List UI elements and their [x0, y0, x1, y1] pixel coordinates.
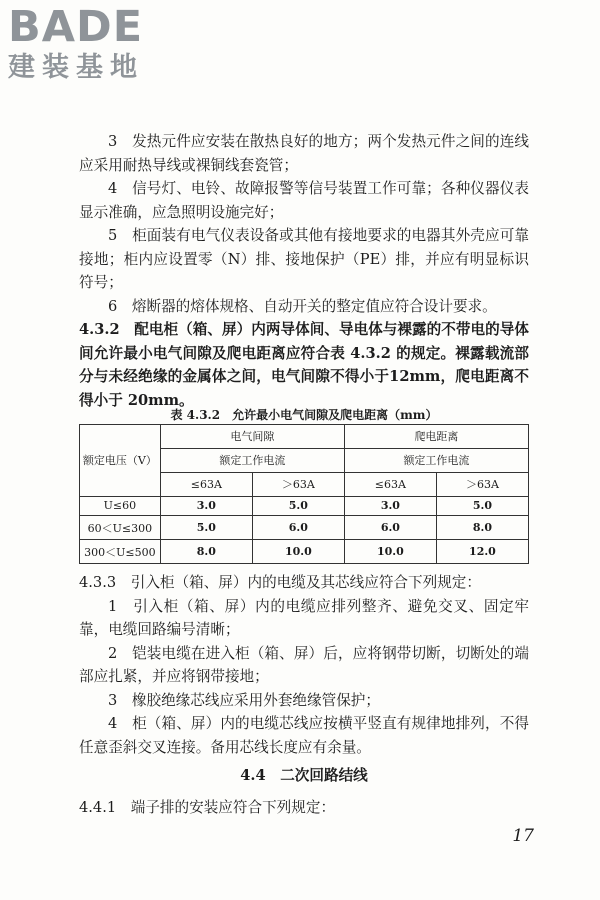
header-gt63: ＞63A [252, 472, 344, 496]
table-row [80, 516, 529, 540]
cell-value: 10.0 [344, 540, 436, 564]
item-paragraph: 1 引入柜（箱、屏）内的电缆应排列整齐、避免交叉、固定牢靠，电缆回路编号清晰； [79, 597, 529, 638]
table-header-row [80, 425, 529, 449]
cell-value: 8.0 [160, 540, 252, 564]
body-text-bottom [79, 571, 529, 759]
header-le63: ≤63A [160, 472, 252, 496]
header-gt63: ＞63A [436, 472, 528, 496]
item-paragraph: 2 铠装电缆在进入柜（箱、屏）后，应将钢带切断，切断处的端部应扎紧，并应将钢带接地； [79, 644, 529, 685]
table-row [80, 496, 529, 516]
header-creepage: 爬电距离 [344, 425, 528, 449]
item-paragraph: 4 柜（箱、屏）内的电缆芯线应按横平竖直有规律地排列，不得任意歪斜交叉连接。备用芯线长度应有余量。 [79, 715, 529, 756]
item-paragraph: 3 发热元件应安装在散热良好的地方；两个发热元件之间的连线应采用耐热导线或裸铜线套瓷管； [79, 133, 529, 174]
clause-4-3-3: 4.3.3 引入柜（箱、屏）内的电缆及其芯线应符合下列规定： [79, 574, 481, 591]
body-text-end [79, 796, 529, 820]
row-voltage: 60＜U≤300 [80, 516, 161, 540]
item-paragraph: 3 橡胶绝缘芯线应采用外套绝缘管保护； [108, 691, 380, 709]
header-le63: ≤63A [344, 472, 436, 496]
cell-value: 10.0 [252, 540, 344, 564]
header-rated-current: 额定工作电流 [344, 448, 528, 472]
row-voltage: U≤60 [80, 496, 161, 516]
logo-subtitle: 建装基地 [8, 52, 144, 83]
section-title: 4.4 二次回路结线 [240, 767, 368, 784]
header-voltage: 额定电压（V） [80, 425, 161, 497]
table-caption: 表 4.3.2 允许最小电气间隙及爬电距离（mm） [170, 408, 438, 422]
clause-4-3-2: 4.3.2 配电柜（箱、屏）内两导体间、导电体与裸露的不带电的导体间允许最小电气间隙及爬电距离应符合表 4.3.2 的规定。裸露载流部分与未经绝缘的金属体之间，电气间隙不得小于12mm，爬电距离不得小于 20mm。 [79, 321, 529, 409]
header-clearance: 电气间隙 [160, 425, 344, 449]
cell-value: 3.0 [344, 496, 436, 516]
header-rated-current: 额定工作电流 [160, 448, 344, 472]
logo-brand: BADE [8, 2, 144, 52]
cell-value: 6.0 [344, 516, 436, 540]
cell-value: 8.0 [436, 516, 528, 540]
cell-value: 5.0 [160, 516, 252, 540]
item-paragraph: 4 信号灯、电铃、故障报警等信号装置工作可靠；各种仪器仪表显示准确，应急照明设施完好； [79, 180, 529, 221]
row-voltage: 300＜U≤500 [80, 540, 161, 564]
clause-4-4-1: 4.4.1 端子排的安装应符合下列规定： [79, 799, 336, 816]
item-paragraph: 5 柜面装有电气仪表设备或其他有接地要求的电器其外壳应可靠接地；柜内应设置零（N）排、接地保护（PE）排，并应有明显标识符号； [79, 227, 529, 291]
cell-value: 12.0 [436, 540, 528, 564]
item-paragraph: 6 熔断器的熔体规格、自动开关的整定值应符合设计要求。 [108, 297, 497, 315]
cell-value: 5.0 [436, 496, 528, 516]
site-logo [8, 4, 178, 84]
cell-value: 6.0 [252, 516, 344, 540]
body-text-top [79, 130, 529, 412]
cell-value: 5.0 [252, 496, 344, 516]
cell-value: 3.0 [160, 496, 252, 516]
page-number: 17 [512, 826, 534, 846]
table-row [80, 540, 529, 564]
clearance-table [79, 424, 529, 564]
